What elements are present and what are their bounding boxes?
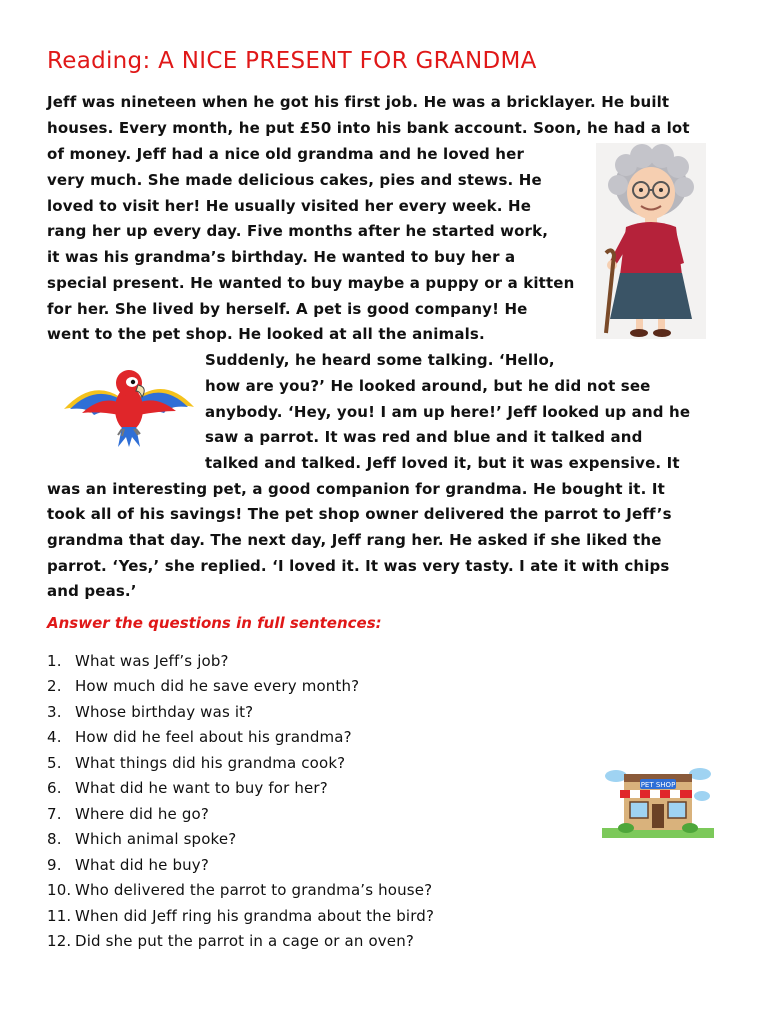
question-text: How did he feel about his grandma?	[75, 728, 352, 746]
question-item	[47, 856, 209, 874]
question-item	[47, 830, 236, 848]
story-line: rang her up every day. Five months after he started work,	[47, 222, 549, 240]
question-number: 4.	[47, 728, 62, 746]
question-item	[47, 703, 253, 721]
story-line: for her. She lived by herself. A pet is good company! He	[47, 300, 528, 318]
story-line: loved to visit her! He usually visited her every week. He	[47, 197, 532, 215]
story-line: took all of his savings! The pet shop owner delivered the parrot to Jeff’s	[47, 505, 672, 523]
question-item	[47, 754, 345, 772]
question-text: Which animal spoke?	[75, 830, 237, 848]
shop-sign-text: PET SHOP	[640, 781, 676, 789]
story-line: very much. She made delicious cakes, pies and stews. He	[47, 171, 542, 189]
question-text: Whose birthday was it?	[75, 703, 254, 721]
question-item	[47, 677, 359, 695]
story-line: Suddenly, he heard some talking. ‘Hello,	[205, 351, 555, 369]
grandma-illustration	[596, 143, 706, 339]
story-line: saw a parrot. It was red and blue and it talked and	[205, 428, 643, 446]
question-number: 3.	[47, 703, 62, 721]
question-text: What did he buy?	[75, 856, 209, 874]
parrot-illustration	[62, 365, 195, 447]
question-text: What things did his grandma cook?	[75, 754, 346, 772]
story-line: houses. Every month, he put £50 into his bank account. Soon, he had a lot	[47, 119, 690, 137]
question-number: 6.	[47, 779, 62, 797]
question-item	[47, 932, 414, 950]
question-item	[47, 907, 434, 925]
question-item	[47, 652, 229, 670]
question-text: What was Jeff’s job?	[75, 652, 229, 670]
question-number: 2.	[47, 677, 62, 695]
question-text: Did she put the parrot in a cage or an oven?	[75, 932, 414, 950]
question-text: Where did he go?	[75, 805, 209, 823]
question-number: 1.	[47, 652, 62, 670]
story-line: parrot. ‘Yes,’ she replied. ‘I loved it. It was very tasty. I ate it with chips	[47, 557, 670, 575]
question-item	[47, 805, 209, 823]
question-text: When did Jeff ring his grandma about the bird?	[75, 907, 435, 925]
question-number: 12.	[47, 932, 72, 950]
question-text: How much did he save every month?	[75, 677, 360, 695]
question-number: 7.	[47, 805, 62, 823]
question-number: 5.	[47, 754, 62, 772]
story-line: talked and talked. Jeff loved it, but it was expensive. It	[205, 454, 680, 472]
story-line: was an interesting pet, a good companion for grandma. He bought it. It	[47, 480, 665, 498]
question-number: 9.	[47, 856, 62, 874]
story-line: went to the pet shop. He looked at all the animals.	[47, 325, 485, 343]
page-title: Reading: A NICE PRESENT FOR GRANDMA	[47, 48, 537, 74]
story-line: Jeff was nineteen when he got his first job. He was a bricklayer. He built	[47, 93, 670, 111]
story-line: special present. He wanted to buy maybe a puppy or a kitten	[47, 274, 575, 292]
question-text: What did he want to buy for her?	[75, 779, 328, 797]
question-item	[47, 728, 352, 746]
question-number: 8.	[47, 830, 62, 848]
question-item	[47, 881, 432, 899]
story-line: how are you?’ He looked around, but he did not see	[205, 377, 651, 395]
story-line: and peas.’	[47, 582, 137, 600]
question-text: Who delivered the parrot to grandma’s house?	[75, 881, 433, 899]
story-line: of money. Jeff had a nice old grandma and he loved her	[47, 145, 524, 163]
question-number: 10.	[47, 881, 72, 899]
story-line: it was his grandma’s birthday. He wanted to buy her a	[47, 248, 516, 266]
question-number: 11.	[47, 907, 72, 925]
pet-shop-illustration	[602, 760, 714, 838]
story-line: grandma that day. The next day, Jeff rang her. He asked if she liked the	[47, 531, 662, 549]
instruction-heading: Answer the questions in full sentences:	[47, 614, 382, 632]
story-line: anybody. ‘Hey, you! I am up here!’ Jeff looked up and he	[205, 403, 691, 421]
question-item	[47, 779, 328, 797]
